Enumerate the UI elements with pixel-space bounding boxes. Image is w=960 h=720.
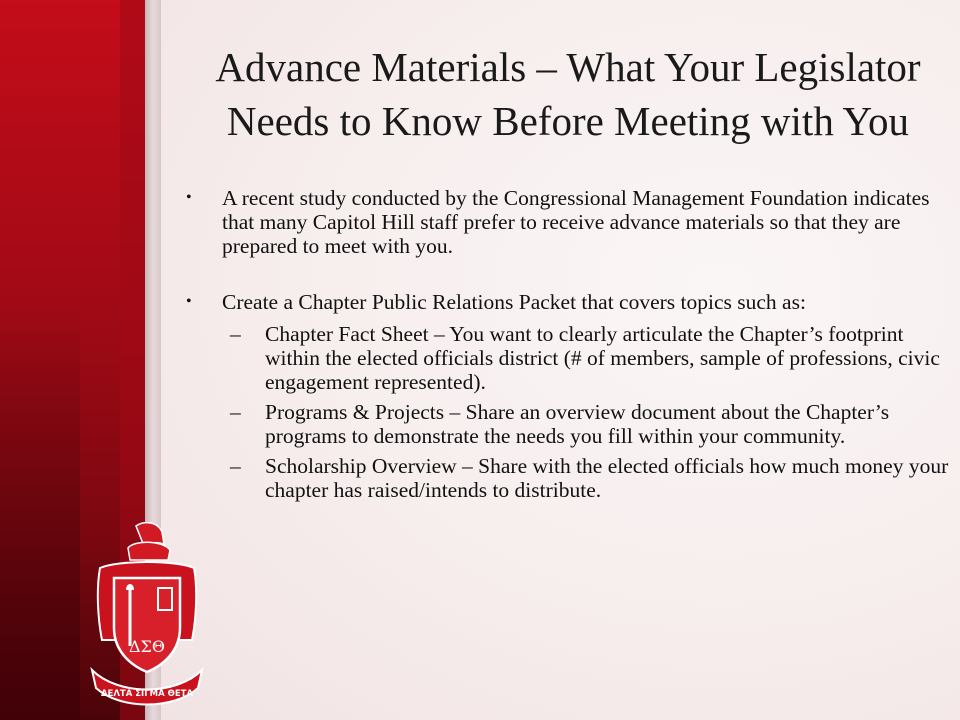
bullet-text: Create a Chapter Public Relations Packet that covers topics such as: xyxy=(222,290,806,314)
bullet-item xyxy=(186,290,952,502)
dash-glyph: – xyxy=(230,322,241,346)
bullet-item xyxy=(186,186,952,258)
sub-item xyxy=(186,400,952,448)
crest-letters: ΔΣΘ xyxy=(129,637,165,656)
bullet-glyph: • xyxy=(186,189,192,206)
sub-list xyxy=(222,322,952,502)
sub-item xyxy=(186,322,952,394)
sub-item-text: Chapter Fact Sheet – You want to clearly articulate the Chapter’s footprint within the elected officials district (# of members, sample of professions, civic engagement represented). xyxy=(265,322,940,394)
sub-item xyxy=(186,454,952,502)
dash-glyph: – xyxy=(230,454,241,478)
slide-title-line-1: Advance Materials – What Your Legislator xyxy=(215,44,921,90)
left-band-shadow xyxy=(0,300,80,720)
sub-item-text: Scholarship Overview – Share with the elected officials how much money your chapter has raised/intends to distribute. xyxy=(265,454,949,502)
slide-title xyxy=(176,40,960,148)
bullet-glyph: • xyxy=(186,293,192,310)
sub-item-text: Programs & Projects – Share an overview document about the Chapter’s programs to demonstrate the needs you fill within your community. xyxy=(265,400,890,448)
slide-body xyxy=(186,186,952,534)
crest-motto: ΔΕΛΤΑ ΣΙΓΜΑ ΘΕΤΑ xyxy=(100,689,194,699)
sorority-crest-icon xyxy=(88,520,206,710)
dash-glyph: – xyxy=(230,400,241,424)
slide-title-line-2: Needs to Know Before Meeting with You xyxy=(226,98,910,144)
bullet-text: A recent study conducted by the Congressional Management Foundation indicates that many Capitol Hill staff prefer to receive advance materials so that they are prepared to meet with you. xyxy=(222,186,930,258)
